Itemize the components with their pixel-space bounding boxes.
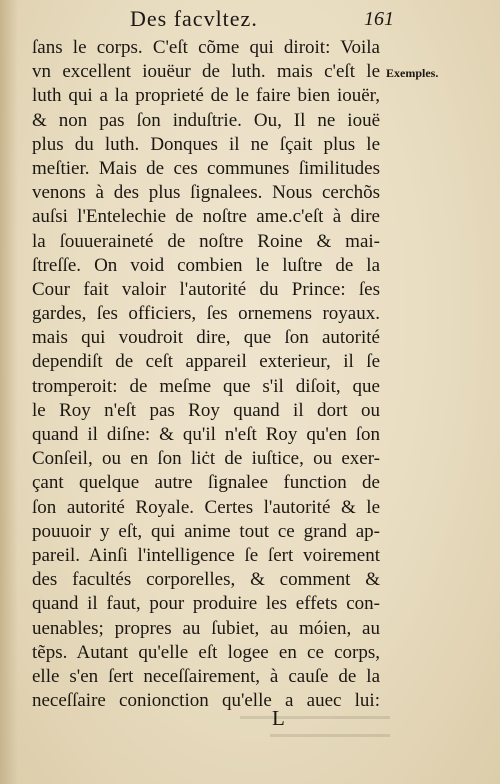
- text-line: le Roy n'eſt pas Roy quand il dort ou: [32, 399, 380, 421]
- text-line: des facultés corporelles, & comment &: [32, 569, 380, 591]
- text-line: ſon autorité Royale. Certes l'autorité & le: [32, 496, 380, 518]
- text-line: & non pas ſon induſtrie. Ou, Il ne iouë: [32, 109, 380, 131]
- text-line: ſtreſſe. On void combien le luſtre de la: [32, 254, 380, 276]
- margin-note: Exemples.: [386, 66, 439, 80]
- text-line: auſsi l'Entelechie de noſtre ame.c'eſt à dire: [32, 206, 380, 228]
- running-title: Des facvltez.: [130, 6, 258, 31]
- page-number: 161: [364, 8, 394, 30]
- body-text: [32, 36, 380, 713]
- text-line: luth qui a la proprieté de le faire bien iouër,: [32, 85, 380, 107]
- text-line: quand il faut, pour produire les effets con-: [32, 593, 380, 615]
- text-line: Conſeil, ou en ſon liċt de iuſtice, ou exer-: [32, 448, 380, 470]
- text-line: elle s'en ſert neceſſairement, à cauſe de la: [32, 665, 380, 687]
- text-line: la ſouueraineté de noſtre Roine & mai-: [32, 230, 380, 252]
- text-line: Cour fait valoir l'autorité du Prince: ſes: [32, 278, 380, 300]
- text-line: pouuoir y eſt, qui anime tout ce grand ap-: [32, 520, 380, 542]
- text-line: tẽps. Autant qu'elle eſt logee en ce corps,: [32, 641, 380, 663]
- text-line: quand il diſne: & qu'il n'eſt Roy qu'en ſon: [32, 424, 380, 445]
- signature-mark: L: [272, 706, 285, 730]
- text-line: mais qui voudroit dire, que ſon autorité: [32, 327, 380, 349]
- text-line: tromperoit: de meſme que s'il diſoit, que: [32, 375, 380, 397]
- text-line: pareil. Ainſi l'intelligence ſe ſert voirement: [32, 544, 380, 566]
- text-line: uenables; propres au ſubiet, au móien, au: [32, 617, 380, 639]
- text-line: ſans le corps. C'eſt cõme qui diroit: Voila: [32, 37, 380, 58]
- text-line: dependiſt de ceſt appareil exterieur, il ſe: [32, 351, 380, 373]
- text-line: neceſſaire conionction qu'elle a auec lui:: [32, 690, 380, 712]
- page-gutter-shadow: [0, 0, 18, 784]
- text-line: vn excellent iouëur de luth. mais c'eſt le: [32, 61, 380, 83]
- text-line: gardes, ſes officiers, ſes ornemens royaux.: [32, 303, 380, 325]
- page-header: [0, 6, 500, 36]
- text-line: plus du luth. Donques il ne ſçait plus le: [32, 133, 380, 155]
- text-line: meſtier. Mais de ces communes ſimilitudes: [32, 157, 380, 179]
- text-line: çant quelque autre ſignalee function de: [32, 472, 380, 494]
- text-line: venons à des plus ſignalees. Nous cerchõs: [32, 182, 380, 204]
- ink-show-through: [230, 710, 430, 750]
